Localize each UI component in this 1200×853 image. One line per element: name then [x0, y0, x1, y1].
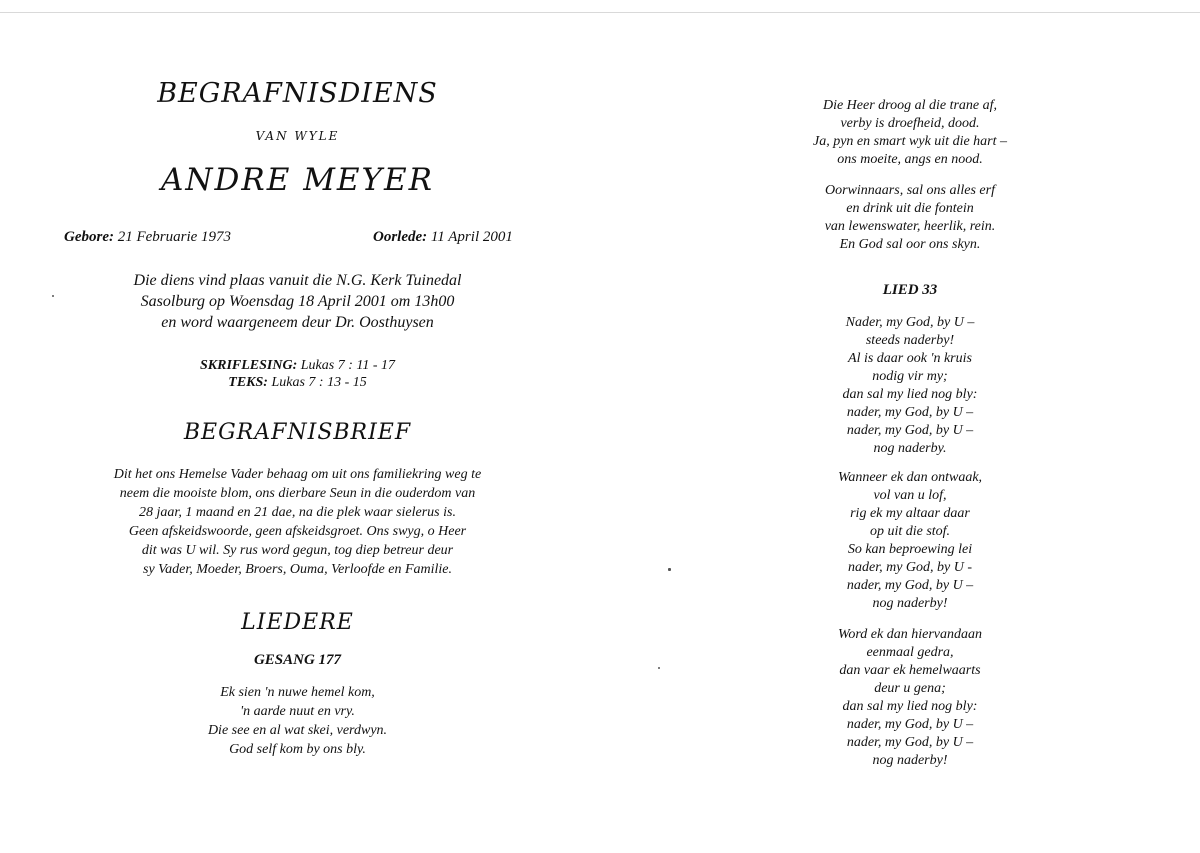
verse-line: nodig vir my;	[872, 369, 948, 384]
brief-line: Geen afskeidswoorde, geen afskeidsgroet. Ons swyg, o Heer	[128, 524, 467, 539]
verse-line: God self kom by ons bly.	[229, 742, 366, 757]
scan-speck	[668, 568, 671, 571]
verse-line: Ek sien 'n nuwe hemel kom,	[220, 685, 375, 700]
gesang-stanza-2	[770, 97, 1050, 169]
verse-line: En God sal oor ons skyn.	[839, 237, 981, 252]
verse-line: Die Heer droog al die trane af,	[822, 98, 998, 113]
brief-line: 28 jaar, 1 maand en 21 dae, na die plek waar sielerus is.	[139, 505, 456, 520]
verse-line: dan sal my lied nog bly:	[842, 699, 978, 714]
verse-line: nader, my God, by U –	[846, 717, 974, 732]
teks-label: TEKS:	[228, 375, 268, 390]
death-date	[373, 229, 513, 246]
verse-line: van lewenswater, heerlik, rein.	[824, 219, 996, 234]
verse-line: Ja, pyn en smart wyk uit die hart –	[812, 134, 1008, 149]
verse-line: eenmaal gedra,	[866, 645, 954, 660]
left-column	[60, 0, 535, 853]
gesang-verse	[60, 683, 535, 759]
liedere-heading: LIEDERE	[241, 610, 354, 635]
verse-line: nader, my God, by U –	[846, 735, 974, 750]
verse-line: Oorwinnaars, sal ons alles erf	[825, 183, 995, 198]
verse-line: verby is droefheid, dood.	[840, 116, 980, 131]
verse-line: Al is daar ook 'n kruis	[848, 351, 972, 366]
brief-line: neem die mooiste blom, ons dierbare Seun in die ouderdom van	[119, 486, 476, 501]
skriflesing-value: Lukas 7 : 11 - 17	[300, 358, 395, 373]
service-line: Die diens vind plaas vanuit die N.G. Kerk Tuinedal	[133, 272, 462, 289]
verse-line: nader, my God, by U -	[847, 560, 973, 575]
verse-line: rig ek my altaar daar	[850, 506, 970, 521]
verse-line: nog naderby.	[873, 441, 947, 456]
skriflesing-row	[60, 357, 535, 374]
verse-line: Die see en al wat skei, verdwyn.	[207, 723, 388, 738]
verse-line: 'n aarde nuut en vry.	[240, 704, 355, 719]
brief-line: Dit het ons Hemelse Vader behaag om uit ons familiekring weg te	[113, 467, 482, 482]
death-value: 11 April 2001	[430, 229, 513, 245]
verse-line: nader, my God, by U –	[846, 423, 974, 438]
lied-stanza-3	[770, 626, 1050, 770]
gesang-stanza-3	[770, 182, 1050, 254]
birth-date	[64, 229, 231, 246]
verse-line: dan vaar ek hemelwaarts	[839, 663, 981, 678]
death-label: Oorlede:	[373, 229, 428, 245]
verse-line: nog naderby!	[872, 753, 948, 768]
right-column	[770, 0, 1050, 853]
verse-line: deur u gena;	[874, 681, 946, 696]
van-wyle-subtitle: VAN WYLE	[255, 129, 340, 143]
service-title: BEGRAFNISDIENS	[157, 78, 438, 109]
verse-line: Nader, my God, by U –	[845, 315, 975, 330]
verse-line: dan sal my lied nog bly:	[842, 387, 978, 402]
verse-line: Word ek dan hiervandaan	[838, 627, 982, 642]
begrafnisbrief-heading: BEGRAFNISBRIEF	[183, 420, 412, 445]
gesang-heading: GESANG 177	[253, 652, 342, 668]
lied-heading: LIED 33	[882, 282, 938, 298]
verse-line: nader, my God, by U –	[846, 405, 974, 420]
skriflesing-label: SKRIFLESING:	[200, 358, 298, 373]
scripture-readings	[60, 357, 535, 391]
brief-line: dit was U wil. Sy rus word gegun, tog diep betreur deur	[141, 543, 454, 558]
lied-stanza-1	[770, 314, 1050, 458]
verse-line: en drink uit die fontein	[846, 201, 974, 216]
verse-line: So kan beproewing lei	[847, 542, 973, 557]
brief-line: sy Vader, Moeder, Broers, Ouma, Verloofde en Familie.	[143, 562, 452, 577]
lied-stanza-2	[770, 469, 1050, 613]
begrafnisbrief-text	[60, 465, 535, 579]
birth-label: Gebore:	[64, 229, 114, 245]
verse-line: nader, my God, by U –	[846, 578, 974, 593]
teks-value: Lukas 7 : 13 - 15	[271, 375, 367, 390]
verse-line: ons moeite, angs en nood.	[837, 152, 983, 167]
scan-speck	[658, 667, 660, 669]
deceased-name: ANDRE MEYER	[161, 162, 434, 198]
verse-line: vol van u lof,	[873, 488, 947, 503]
service-details	[60, 270, 535, 333]
teks-row	[60, 374, 535, 391]
verse-line: op uit die stof.	[869, 524, 951, 539]
verse-line: nog naderby!	[872, 596, 948, 611]
verse-line: Wanneer ek dan ontwaak,	[837, 470, 983, 485]
service-line: en word waargeneem deur Dr. Oosthuysen	[161, 314, 434, 331]
birth-value: 21 Februarie 1973	[117, 229, 232, 245]
scan-speck	[52, 295, 54, 297]
verse-line: steeds naderby!	[865, 333, 955, 348]
service-line: Sasolburg op Woensdag 18 April 2001 om 13h00	[140, 293, 455, 310]
